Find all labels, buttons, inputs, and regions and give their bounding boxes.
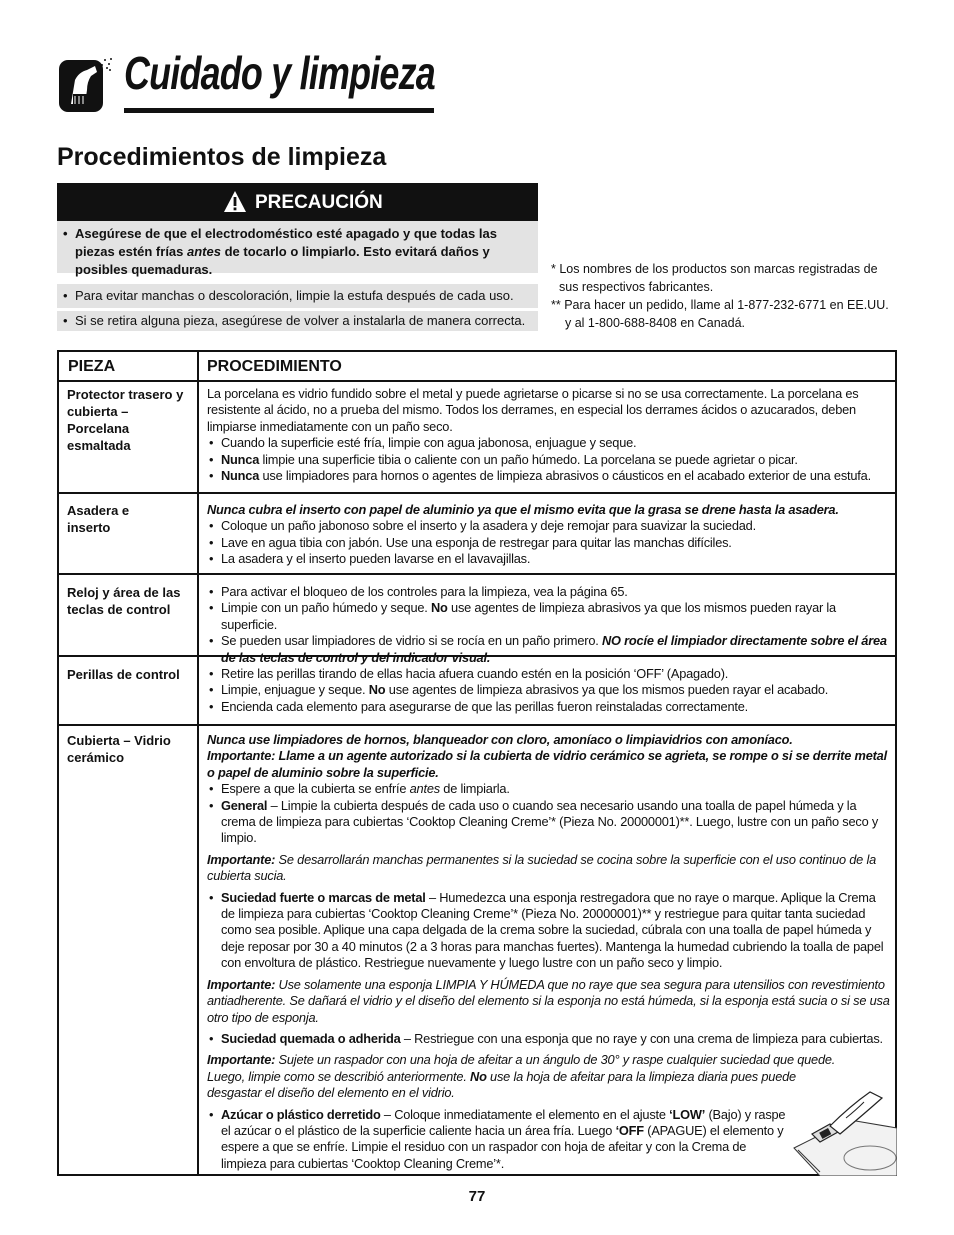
caution-item: • Si se retira alguna pieza, asegúrese de volver a instalarla de manera correcta. xyxy=(57,311,538,331)
page-title: Cuidado y limpieza xyxy=(124,47,435,99)
page-number: 77 xyxy=(468,1188,486,1205)
title-rule xyxy=(124,108,434,113)
table-row-procedure: Nunca use limpiadores de hornos, blanqueador con cloro, amoníaco o limpiavidrios con amoníaco. Importante: Llame a un agente autorizado si la cubierta de vidrio cerámico se agrieta, se rompe o si se derrite metal o papel de aluminio sobre la superficie. • Espere a que la cubierta se enfríe antes de limpiarla. • General – Limpie la cubierta después de cada uso o cuando sea necesario usando una toalla de papel húmeda y la crema de limpieza para cubiertas ‘Cooktop Cleaning Creme’* (Pieza No. 20000001)**. Luego, lustre con un paño seco y limpio. Importante: Se desarrollarán manchas permanentes si la suciedad se cocina sobre la superficie con el uso continuo de la cubierta sucia. • Suciedad fuerte o marcas de metal – Humedezca una esponja restregadora que no raye o marque. Aplique la Crema de limpieza para cubiertas ‘Cooktop Cleaning Creme’* (Pieza No. 20000001)** y restriegue para quitar tanta suciedad como sea posible. Aplique una capa delgada de la crema sobre la suciedad, cúbrala con una toalla de papel húmeda y deje reposar por 30 a 40 minutos (2 a 3 horas para manchas fuertes). Mantenga la humedad cubriendo la toalla de papel con envoltura de plástico. Restriegue nuevamente y luego lustre con un paño seco y limpio. Importante: Use solamente una esponja LIMPIA Y HÚMEDA que no raye que sea segura para utensilios con revestimiento antiadherente. Se dañará el vidrio y el diseño del elemento si la esponja no está húmeda, si la esponja está sucia o si se usa otro tipo de esponja. • Suciedad quemada o adherida – Restriegue con una esponja que no raye y con una crema de limpieza para cubiertas. Importante: Sujete un raspador con una hoja de afeitar a un ángulo de 30° y raspe cualquier suciedad que quede. Luego, limpie como se describió anteriormente. No use la hoja de afeitar para la limpieza diaria pues puede desgastar el diseño del elemento en el vidrio. • Azúcar o plástico derretido – Coloque inmediatamente el elemento en el ajuste ‘LOW’ (Bajo) y raspe el azúcar o el plástico de la superficie caliente hacia un área fría. Luego ‘OFF (APAGUE) el elemento y espere a que se enfríe. Limpie el residuo con un raspador con hoja de afeitar y con la Crema de limpieza para cubiertas ‘Cooktop Cleaning Creme’*. xyxy=(207,732,891,1172)
caution-header xyxy=(57,183,538,221)
warning-icon xyxy=(223,190,247,213)
table-row-part: Asadera e inserto xyxy=(67,503,130,535)
table-row-procedure: • Para activar el bloqueo de los controles para la limpieza, vea la página 65. • Limpie con un paño húmedo y seque. No use agentes de limpieza abrasivos ya que los mismos pueden rayar la superficie. • Se pueden usar limpiadores de vidrio si se rocía en un paño primero. NO rocíe el limpiador directamente sobre el área de las teclas de control y del indicador visual. xyxy=(207,584,891,666)
footnotes: * Los nombres de los productos son marcas registradas de sus respectivos fabricantes. ** Para hacer un pedido, llame al 1-877-232-6771 en EE.UU. y al 1-800-688-8408 en Canadá. xyxy=(551,262,889,330)
caution-item: • Para evitar manchas o descoloración, limpie la estufa después de cada uso. xyxy=(57,284,538,308)
table-row-procedure: • Retire las perillas tirando de ellas hacia afuera cuando estén en la posición ‘OFF’ (Apagado). • Limpie, enjuague y seque. No use agentes de limpieza abrasivos ya que los mismos pueden rayar el acabado. • Encienda cada elemento para asegurarse de que las perillas fueron reinstaladas correctamente. xyxy=(207,666,891,715)
caution-box xyxy=(57,183,538,331)
caution-item: • Asegúrese de que el electrodoméstico esté apagado y que todas las piezas estén frías antes de tocarlo o limpiarlo. Esto evitará daños y posibles quemaduras. xyxy=(57,221,538,273)
cleaning-bottle-icon xyxy=(57,56,113,116)
cleaning-table xyxy=(57,350,897,1176)
table-row-part: Reloj y área de las teclas de control xyxy=(67,585,181,617)
table-row-part: Protector trasero y cubierta – Porcelana esmaltada xyxy=(67,387,184,453)
caution-label: PRECAUCIÓN xyxy=(255,192,383,213)
table-row-part: Perillas de control xyxy=(67,667,180,682)
table-row-procedure: La porcelana es vidrio fundido sobre el metal y puede agrietarse o picarse si no se usa correctamente. La porcelana es resistente al ácido, no a prueba del mismo. Todos los derrames, en especial los derrames ácidos o azucarados, deben limpiarse inmediatamente con un paño seco. • Cuando la superficie esté fría, limpie con agua jabonosa, enjuague y seque. • Nunca limpie una superficie tibia o caliente con un paño húmedo. La porcelana se puede agrietar o picar. • Nunca use limpiadores para hornos o agentes de limpieza abrasivos o cáusticos en el acabado exterior de una estufa. xyxy=(207,386,891,484)
table-row-procedure: Nunca cubra el inserto con papel de aluminio ya que el mismo evita que la grasa se drene hasta la asadera. • Coloque un paño jabonoso sobre el inserto y la asadera y deje remojar para suavizar la suciedad. • Lave en agua tibia con jabón. Use una esponja de restregar para quitar las manchas difíciles. • La asadera y el inserto pueden lavarse en el lavavajillas. xyxy=(207,502,891,568)
header-part: PIEZA xyxy=(68,358,116,375)
table-row-part: Cubierta – Vidrio cerámico xyxy=(67,733,171,765)
scraper-illustration xyxy=(790,1088,897,1176)
section-title: Procedimientos de limpieza xyxy=(57,143,387,171)
header-procedure: PROCEDIMIENTO xyxy=(207,358,342,375)
